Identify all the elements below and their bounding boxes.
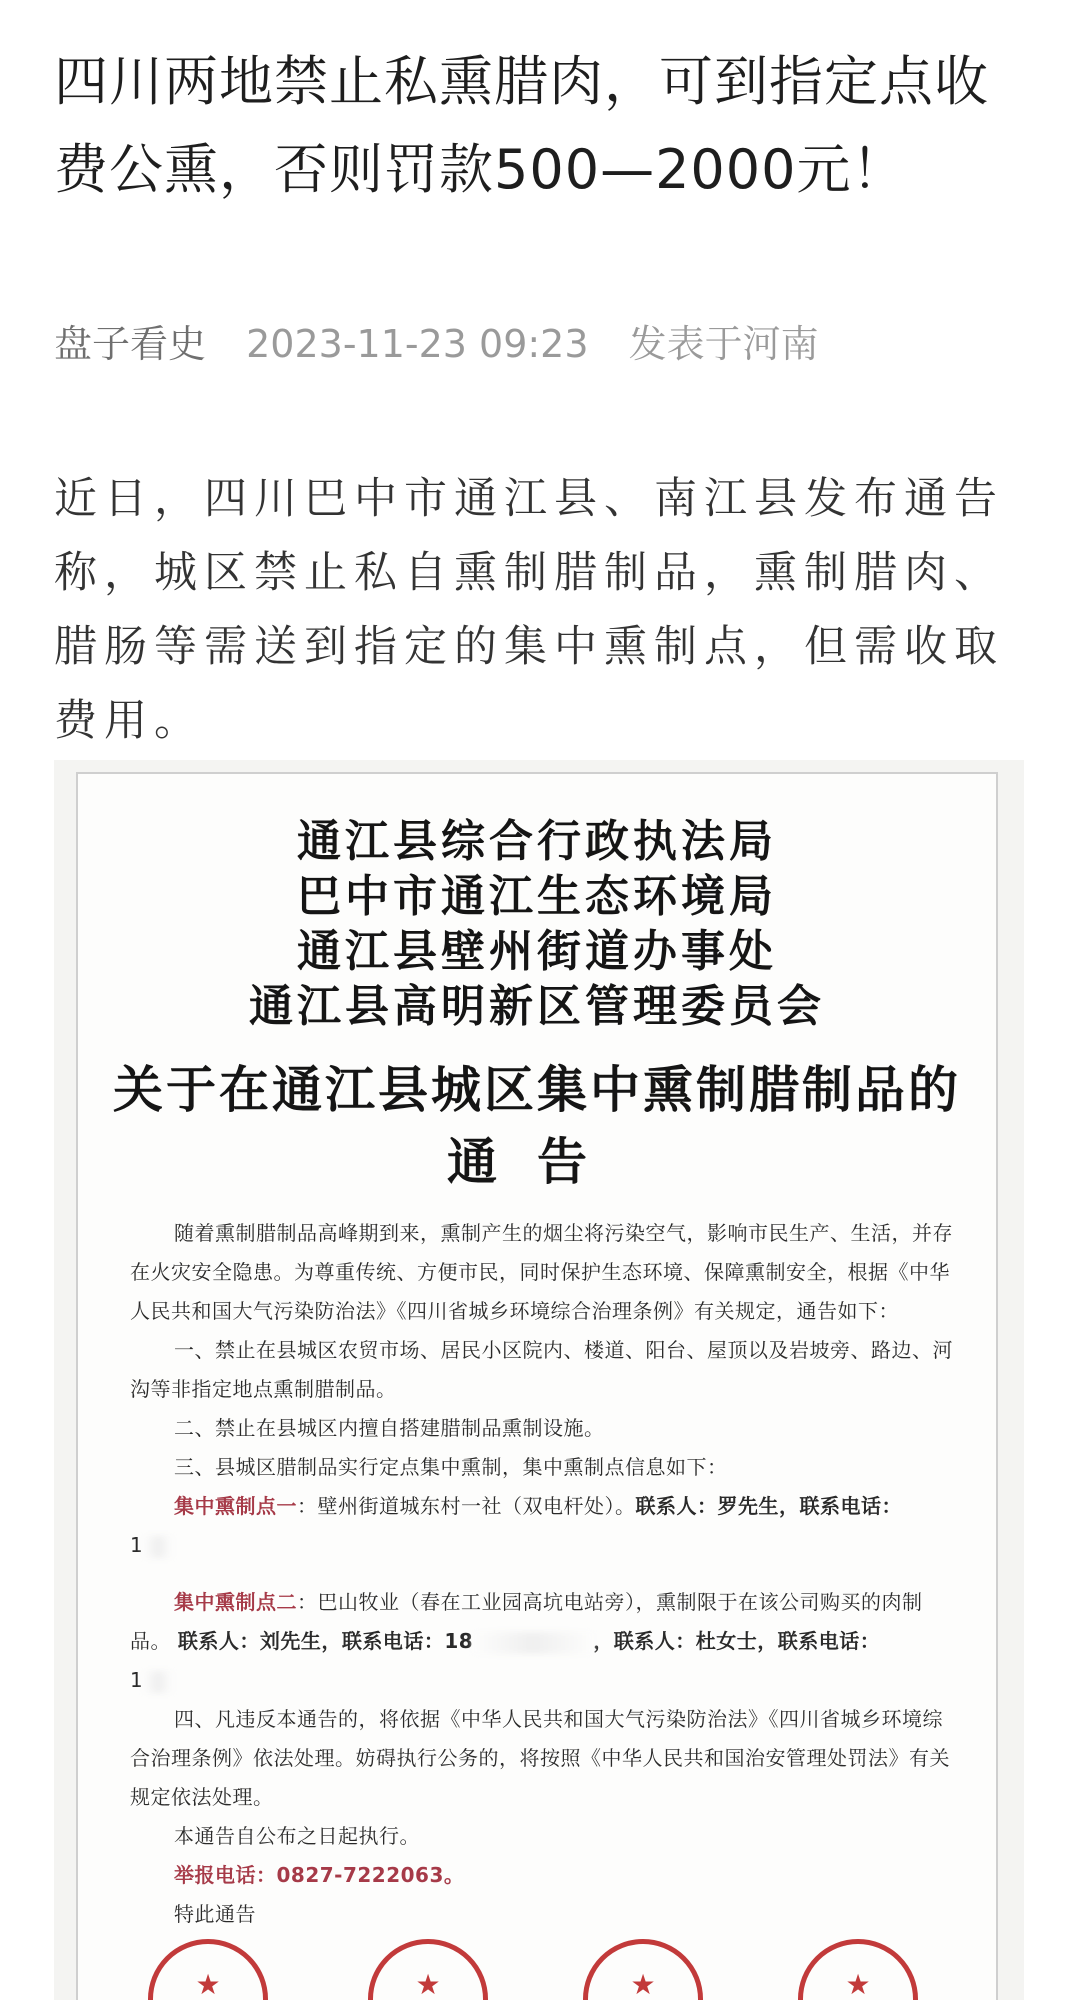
notice-intro: 随着熏制腊制品高峰期到来，熏制产生的烟尘将污染空气，影响市民生产、生活，并存在火灾安全隐患。为尊重传统、方便市民，同时保护生态环境、保障熏制安全，根据《中华人民共和国大气污染防治法》《四川省城乡环境综合治理条例》有关规定，通告如下：	[130, 1221, 953, 1323]
point2-text: ：巴山牧业（春在工业园高坑电站旁），熏制限于在该公司购买的肉制品。	[130, 1590, 923, 1653]
notice-title-line2: 通告	[447, 1132, 627, 1191]
smoking-point-1	[130, 1487, 958, 1565]
redacted-phone	[143, 1536, 173, 1558]
notice-title	[78, 1054, 996, 1198]
notice-item-3: 三、县城区腊制品实行定点集中熏制，集中熏制点信息如下：	[174, 1455, 728, 1479]
notice-item-1: 一、禁止在县城区农贸市场、居民小区院内、楼道、阳台、屋顶以及岩坡旁、路边、河沟等非指定地点熏制腊制品。	[130, 1338, 953, 1401]
article-meta	[54, 318, 1034, 370]
report-phone-line	[130, 1856, 958, 1895]
notice-item-4: 四、凡违反本通告的，将依据《中华人民共和国大气污染防治法》《四川省城乡环境综合治理条例》依法处理。妨碍执行公务的，将按照《中华人民共和国治安管理处罚法》有关规定依法处理。	[130, 1707, 950, 1809]
point2-contact-2: ，联系人：杜女士，联系电话：	[593, 1629, 881, 1653]
notice-title-line1: 关于在通江县城区集中熏制腊制品的	[113, 1060, 961, 1119]
star-icon: ★	[195, 1968, 221, 2000]
smoking-point-2	[130, 1583, 958, 1700]
official-seal	[798, 1939, 918, 2000]
point2-contact-1: 联系人：刘先生，联系电话：18	[177, 1629, 474, 1653]
point2-label: 集中熏制点二	[174, 1590, 297, 1614]
author-name[interactable]: 盘子看史	[54, 322, 207, 366]
point2-phone: 1	[130, 1668, 144, 1692]
official-seal	[148, 1939, 268, 2000]
issuer-line: 通江县综合行政执法局	[297, 816, 777, 867]
official-seal	[368, 1939, 488, 2000]
notice-issuers	[78, 814, 996, 1034]
report-phone: 0827-7222063。	[276, 1863, 465, 1887]
point1-text: ：壁州街道城东村一社（双电杆处）。	[297, 1494, 636, 1518]
redacted-phone	[143, 1671, 173, 1693]
point1-contact: 联系人：罗先生，联系电话：	[635, 1494, 902, 1518]
notice-closing: 特此通告	[174, 1902, 256, 1926]
article-title: 四川两地禁止私熏腊肉，可到指定点收费公熏，否则罚款500—2000元！	[54, 50, 989, 201]
notice-body	[130, 1214, 958, 1934]
notice-paper	[76, 772, 998, 2000]
official-seal	[583, 1939, 703, 2000]
point1-label: 集中熏制点一	[174, 1494, 297, 1518]
issuer-line: 巴中市通江生态环境局	[297, 871, 777, 922]
star-icon: ★	[630, 1968, 656, 2000]
publish-location: 发表于河南	[628, 322, 819, 366]
issuer-line: 通江县壁州街道办事处	[297, 926, 777, 977]
star-icon: ★	[845, 1968, 871, 2000]
point1-phone: 1	[130, 1533, 144, 1557]
article-paragraph: 近日，四川巴中市通江县、南江县发布通告称，城区禁止私自熏制腊制品，熏制腊肉、腊肠等需送到指定的集中熏制点，但需收取费用。	[54, 474, 1004, 746]
notice-effective: 本通告自公布之日起执行。	[174, 1824, 420, 1848]
star-icon: ★	[415, 1968, 441, 2000]
notice-item-2: 二、禁止在县城区内擅自搭建腊制品熏制设施。	[174, 1416, 605, 1440]
issuer-line: 通江县高明新区管理委员会	[249, 981, 825, 1032]
notice-image[interactable]	[54, 760, 1024, 2000]
report-label: 举报电话：	[174, 1863, 277, 1887]
redacted-phone	[473, 1632, 593, 1654]
publish-time: 2023-11-23 09:23	[246, 322, 589, 366]
